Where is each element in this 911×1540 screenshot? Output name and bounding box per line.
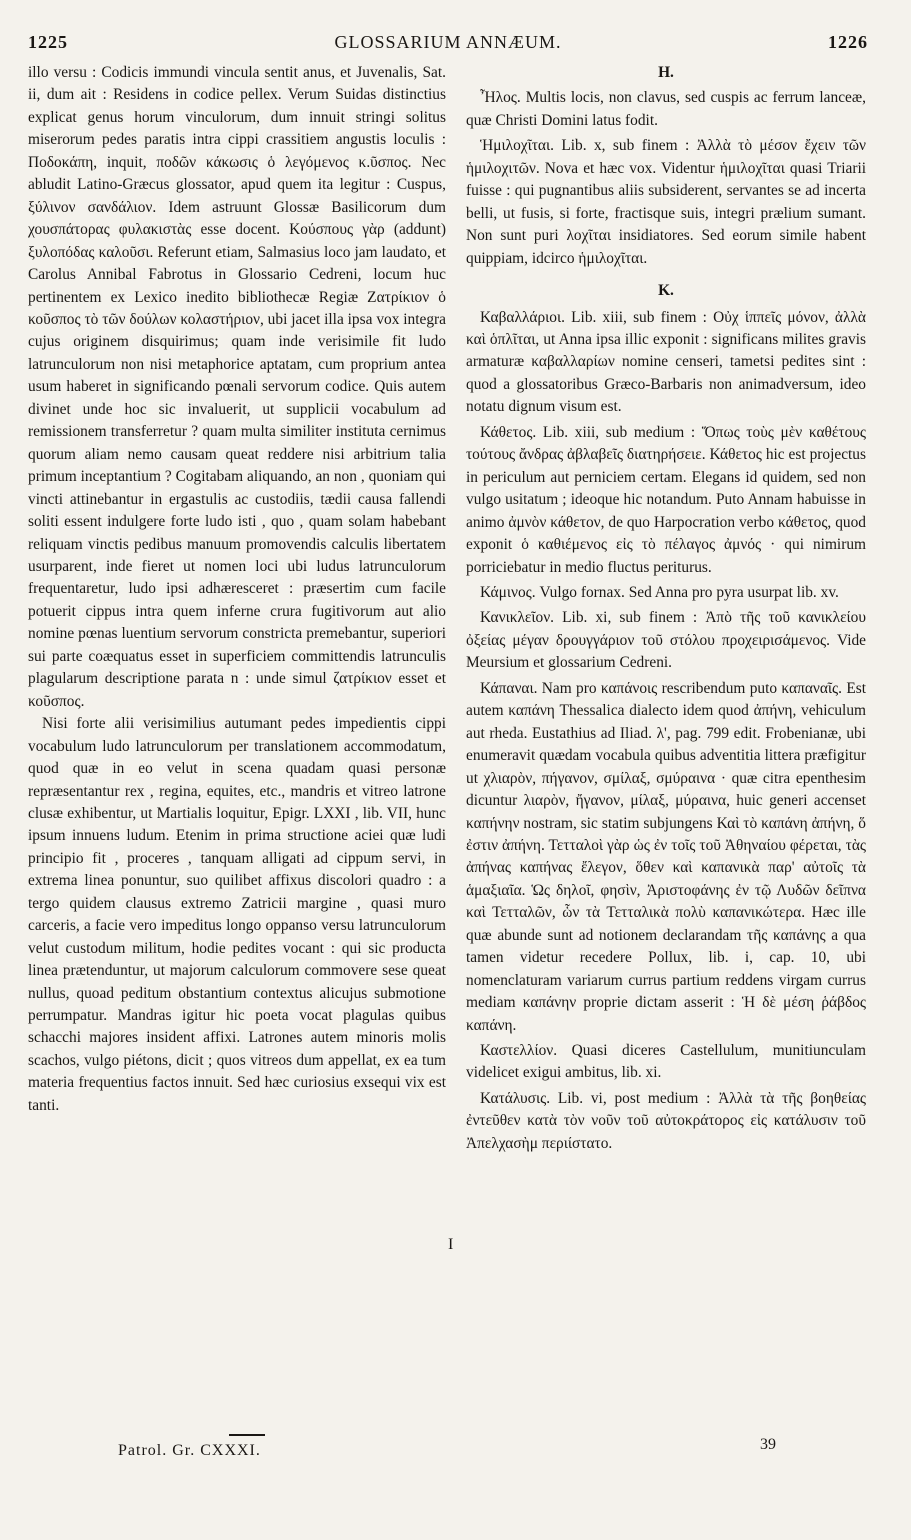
running-title: GLOSSARIUM ANNÆUM. xyxy=(334,32,562,52)
entry-kathetos: Κάθετος. Lib. xiii, sub medium : Ὅπως τοὺς μὲν καθέτους τούτους ἄνδρας ἀβλαβεῖς διατηρήσειε. Κάθετος hic est projectus in periculum aut perniciem certam. Elegans id quidem, sed non vulgo usitatum ; ideoque hic notandum. Puto Annam habuisse in animo ἀμνὸν κάθετον, de quo Harpocration verbo κάθετος, quod exponit ὁ καθιέμενος εἰς τὸ πέλαγος ἀμνός · qui nimirum porriciebatur in medio fluctus periturus. xyxy=(466,423,866,576)
entry-caballarioi: Καβαλλάριοι. Lib. xiii, sub finem : Οὐχ ἱππεῖς μόνον, ἀλλὰ καὶ ὁπλῖται, ut Anna ipsa illic exponit : significans milites gravis armaturæ καβαλλαρίων nomine censeri, tametsi pedites sint : quod a glossatoribus Græco-Barbaris non animadversum, ideo notatu dignum visum est. xyxy=(466,308,866,416)
entry-kastellion: Καστελλίον. Quasi diceres Castellulum, munitiunculam videlicet exigui ambitus, lib. xi. xyxy=(466,1042,866,1082)
left-paragraph-1: illo versu : Codicis immundi vincula sentit anus, et Juvenalis, Sat. ii, dum ait : Residens in codice pellex. Verum Suidas distinctius explicat genus horum vinculorum, dum innuit stringi solitus miserorum pedes paratis intra cippi crassitiem angustis loculis : Ποδοκάπη, inquit, ποδῶν κάκωσις ὁ λεγόμενος κ.ῦσπος. Nec abludit Latino-Græcus glossator, apud quem ita legitur : Cuspus, ξύλινον σανδάλιον. Idem astruunt Glossæ Basilicorum dum χουσπάτορας φυλακιστὰς esse docent. Κούσπους γὰρ (addunt) ξυλοπόδας καλοῦσι. Referunt etiam, Salmasius loco jam laudato, et Carolus Annibal Fabrotus in Glossario Cedreni, locum huc pertinentem ex Lexico inedito bibliothecæ Regiæ Ζατρίκιον ὁ κοῦσπος τὸ τῶν δούλων κολαστήριον, ubi jacet illa ipsa vox integra cujus originem disquirimus; quam inde verisimile fit ludo latrunculorum non nisi metaphorice aptatam, cum proprium antea usum haberet in significando pœnali servorum codice. Quis autem divinet unde hoc sic invaluerit, ut supplicii vocabulum ad remissionem transferretur ? quam multa similiter instituta cernimus quorum aliam nemo causam queat reddere nisi arbitrium talia primum inceptantium ? Cogitabam aliquando, an non , quoniam qui vincti attinebantur in ergastulis ac custodiis, tædii causa fallendi soliti essent indulgere forte ludo isti , quo , quam solam habebant reliquam vinctis pedibus manuum promovendis calculis libertatem usurparent, inde fieret ut nomen loci ubi ludus latrunculorum frequentaretur, ludo ipsi adhæresceret : præsertim cum facile potuerit cippus intra quem inferne crura fugitivorum aut alio nomine pœnas luentium servorum constricta premebantur, superiori sui parte coæquatus esset in superficiem committendis latrunculis plagularum descriptione parata n : unde simul ζατρίκιον esset et κοῦσπος. xyxy=(28,64,446,710)
page-header xyxy=(28,32,868,56)
footer-rule xyxy=(229,1434,265,1436)
left-column xyxy=(28,62,446,1117)
margin-mark: I xyxy=(448,1236,454,1253)
entry-helos: Ἦλος. Multis locis, non clavus, sed cuspis ac ferrum lanceæ, quæ Christi Domini latus fodit. xyxy=(466,89,866,129)
entry-katalysis: Κατάλυσις. Lib. vi, post medium : Ἀλλὰ τὰ τῆς βοηθείας ἐντεῦθεν κατὰ τὸν νοῦν τοῦ αὐτοκράτορος εἰς κατάλυσιν τοῦ Ἀπελχασὴμ περιίστατο. xyxy=(466,1089,866,1152)
entry-kapanai: Κάπαναι. Nam pro καπάνοις rescribendum puto καπαναῖς. Est autem καπάνη Thessalica dialecto idem quod ἀπήνη, vehiculum aut rheda. Eustathius ad Iliad. λ', pag. 799 edit. Frobenianæ, ubi enumeravit quædam vocabula quibus adventitia littera præfigitur ut χλιαρὸν, πήγανον, σμίλαξ, σμύραινα · quæ citra epenthesim dicuntur λιαρὸν, ἤγανον, μίλαξ, μύραινα, huic generi accenset καπήνην nostram, sic statim subjungens Καὶ τὸ καπάνη ἀπήνη, ὅ ἐστιν ἀπήνη. Τετταλοὶ γὰρ ὡς ἐν τοῖς τοῦ Ἀθηναίου φέρεται, τὰς ἀπήνας καπήνας ἔλεγον, ὅθεν καὶ καπανικὰ παρ' αὐτοῖς τὰ ἁμαξιαῖα. Ὡς δηλοῖ, φησὶν, Ἀριστοφάνης ἐν τῷ Λυδῶν δεῖπνα καὶ Τετταλῶν, ὧν τὰ Τετταλικὰ πολὺ καπανικώτερα. Hæc ille quæ abunde sunt ad notionem declarandam τῆς καπάνης a qua tamen videtur recedere Pollux, lib. i, cap. 10, ubi nomenclaturam variarum currus partium reddens virgam currus mediam καπάνην proprie dictam asserit : Ἡ δὲ μέση ῥάβδος καπάνη. xyxy=(466,679,866,1034)
section-heading-k: K. xyxy=(658,282,674,300)
entry-kanikleion: Κανικλεῖον. Lib. xi, sub finem : Ἀπὸ τῆς τοῦ κανικλείου ὀξείας μέγαν δρουγγάριον τοῦ στόλου προχειρισάμενος. Vide Meursium et glossarium Cedreni. xyxy=(466,609,866,672)
section-heading-h: H. xyxy=(658,64,674,81)
entry-kaminos: Κάμινος. Vulgo fornax. Sed Anna pro pyra usurpat lib. xv. xyxy=(480,583,839,601)
page-number-right: 1226 xyxy=(828,32,868,52)
left-paragraph-2: Nisi forte alii verisimilius autumant pedes impedientis cippi vocabulum ludo latrunculorum per translationem accommodatum, quod quæ in eo velut in scena quadam quasi personæ repræsentantur rex , regina, equites, etc., mandris et vitreo latrone clusæ exhibentur, ut Martialis loquitur, Epigr. LXXI , lib. VII, hunc ipsum innuens ludum. Etenim in prima structione aciei quæ ludi principio fit , proceres , tanquam alligati ad cippum servi, in extrema linea ponuntur, suo quilibet affixus discolori quadro : a tergo quidem clausus extremo Zatricii margine , quasi muro carceris, a facie vero impeditus longo oppanso versu latrunculorum velut custodum militum, hodie pedites vocant : qui sic producta linea prætenduntur, ut majorum calculorum commovere sese queat nullus, quoad peditum obstantium contextus alicujus submotione perrumpatur. Mandras igitur hic poeta vocat plagulas quibus schacchi majores insident affixi. Latrones autem minoris molis scachos, vulgo piétons, dicit ; quos vitreos dum appellat, ex ea tum materia frequentius factos innuit. Sed hæc curiosius exsequi vix est tanti. xyxy=(28,715,446,1114)
page-number-left: 1225 xyxy=(28,32,68,52)
footer-signature: 39 xyxy=(760,1436,776,1453)
right-column xyxy=(466,62,866,1155)
footer-series: Patrol. Gr. CXXXI. xyxy=(118,1442,261,1459)
entry-hemilochitai: Ἡμιλοχῖται. Lib. x, sub finem : Ἀλλὰ τὸ μέσον ἔχειν τῶν ἡμιλοχιτῶν. Nova et hæc vox. Videntur ἡμιλοχῖται quasi Triarii fuisse : qui pugnantibus aliis subsiderent, servantes se ad incerta belli, ut fusis, si forte, fractisque suis, integri prælium sumant. Non sunt puri λοχῖται insidiatores. Sed eorum simile habent quippiam, idcirco ἡμιλοχῖται. xyxy=(466,137,866,267)
